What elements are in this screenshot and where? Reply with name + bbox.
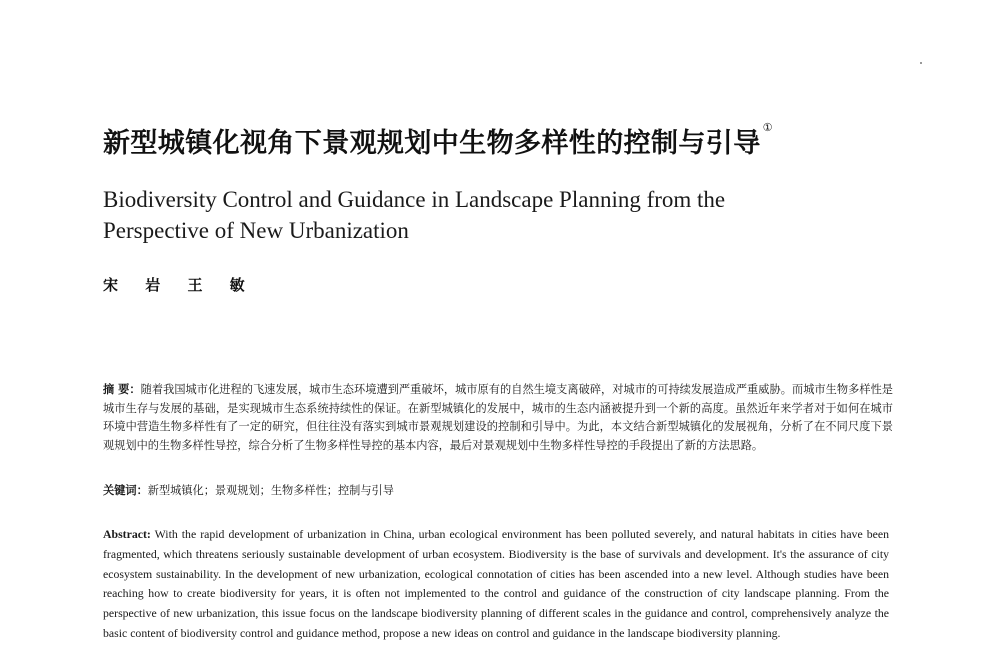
chinese-keywords [103, 482, 893, 498]
english-title-line-2: Perspective of New Urbanization [103, 218, 409, 243]
scan-speck [920, 62, 922, 64]
english-title [103, 184, 803, 246]
chinese-title-text: 新型城镇化视角下景观规划中生物多样性的控制与引导 [103, 128, 761, 159]
english-abstract-text: With the rapid development of urbanization in China, urban ecological environment has been polluted severely, and natural habitats in cities have been fragmented, which threatens seriously sustainable development of urban ecosystem. Biodiversity is the base of survivals and development. It's the assurance of city ecosystem sustainability. In the development of new urbanization, ecological connotation of cities has been ascended into a new level. Although studies have been reaching how to create biodiversity for years, it is often not implemented to the control and guidance of the construction of city landscape planning. From the perspective of new urbanization, this issue focus on the landscape biodiversity planning of different scales in the guidance and control, comprehensively analyze the basic content of biodiversity control and guidance method, propose a new ideas on control and guidance in the landscape biodiversity planning. [103, 527, 889, 640]
chinese-keywords-text: 新型城镇化；景观规划；生物多样性；控制与引导 [147, 484, 394, 497]
title-footnote-marker: ① [762, 121, 773, 134]
authors: 宋 岩 王 敏 [103, 276, 256, 294]
chinese-keywords-label: 关键词： [103, 484, 148, 497]
chinese-abstract-text: 随着我国城市化进程的飞速发展，城市生态环境遭到严重破坏，城市原有的自然生境支离破碎，对城市的可持续发展造成严重威胁。而城市生物多样性是城市生存与发展的基础，是实现城市生态系统持续性的保证。在新型城镇化的发展中，城市的生态内涵被提升到一个新的高度。虽然近年来学者对于如何在城市环境中营造生物多样性有了一定的研究，但往往没有落实到城市景观规划建设的控制和引导中。为此，本文结合新型城镇化的发展视角，分析了在不同尺度下景观规划中的生物多样性导控，综合分析了生物多样性导控的基本内容，最后对景观规划中生物多样性导控的手段提出了新的方法思路。 [103, 383, 893, 452]
english-abstract [103, 525, 889, 644]
chinese-title [103, 121, 843, 160]
english-abstract-label: Abstract: [103, 527, 151, 541]
english-title-line-1: Biodiversity Control and Guidance in Landscape Planning from the [103, 187, 726, 212]
chinese-abstract-label: 摘 要： [103, 383, 141, 396]
chinese-abstract [103, 381, 893, 455]
